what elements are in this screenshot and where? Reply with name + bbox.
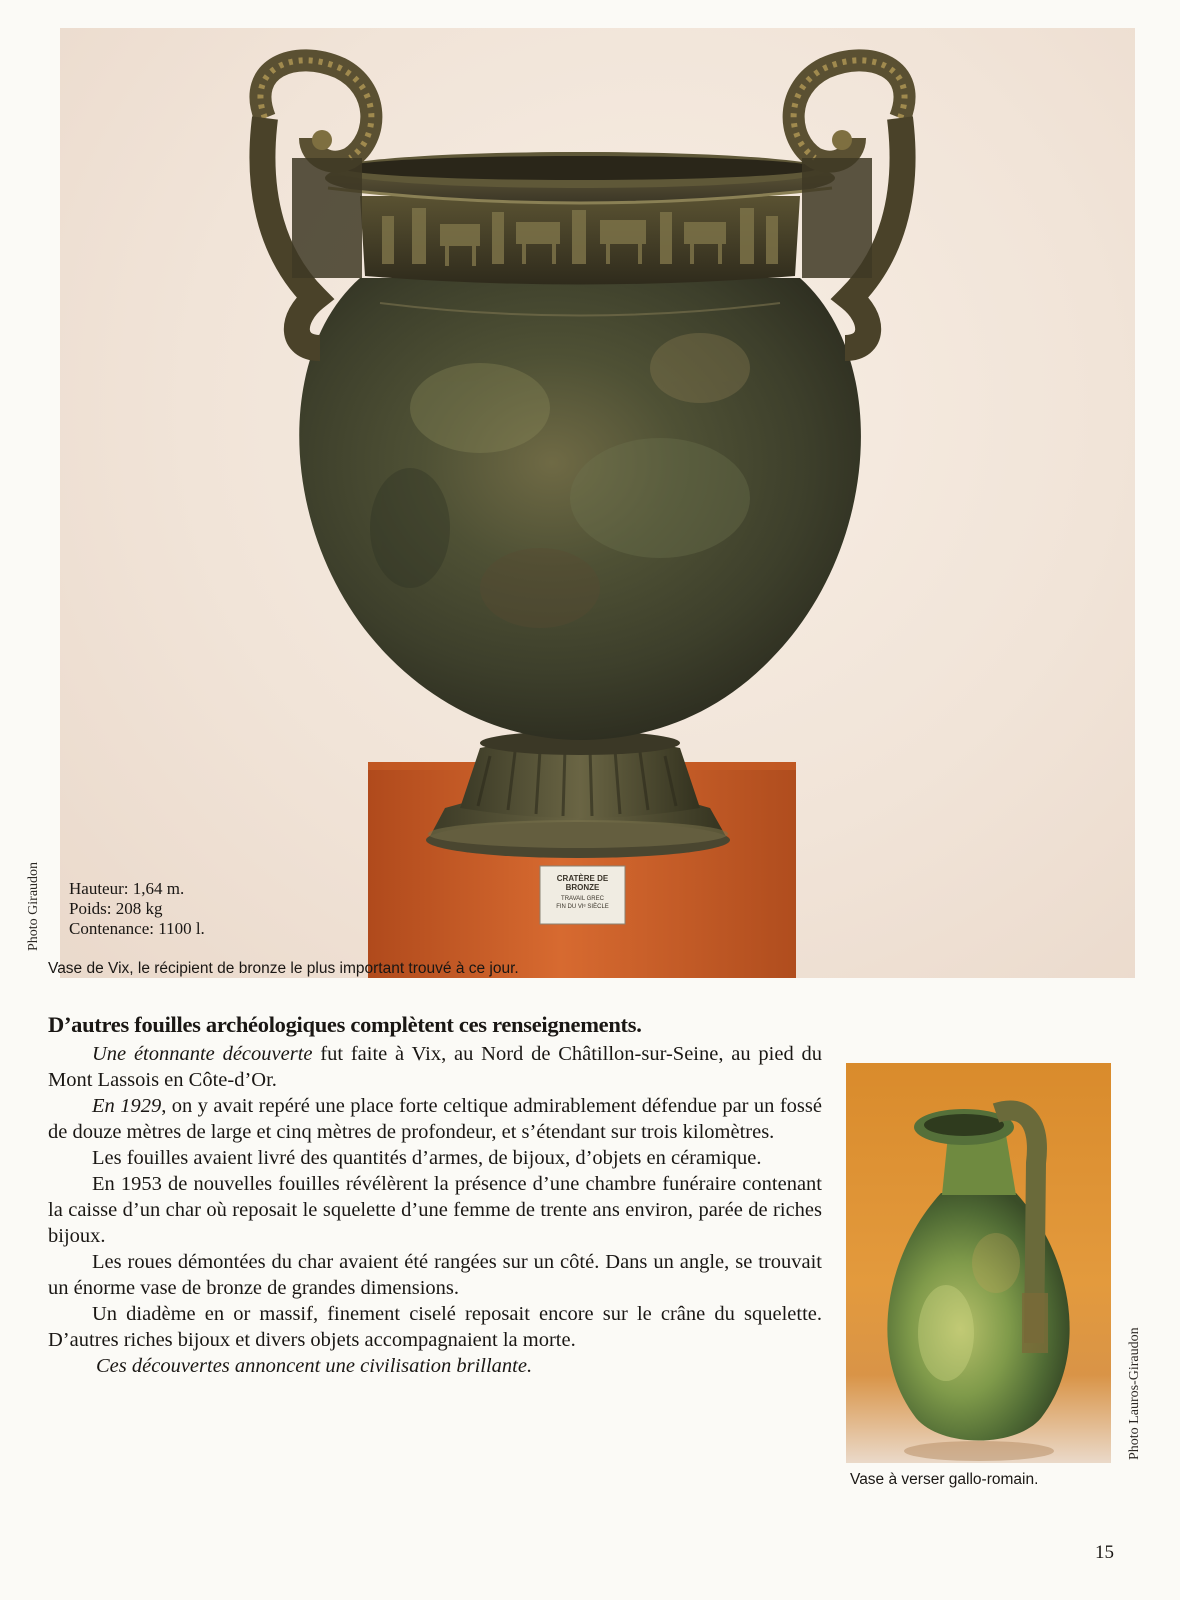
conclusion [48,1353,822,1379]
plaque-title: CRATÈRE DE BRONZE [556,874,609,892]
paragraph-4: En 1953 de nouvelles fouilles révélèrent la présence d’une chambre funéraire contenant la caisse d’un char où reposait le squelette d’une femme de trente ans environ, parée de riches bijoux. [48,1173,822,1247]
section-heading: D’autres fouilles archéologiques complètent ces renseignements. [48,1012,642,1037]
p2-emphasis: En 1929 [92,1095,162,1117]
article-body [48,1041,822,1379]
paragraph-1 [48,1041,822,1093]
p1-emphasis: Une étonnante découverte [92,1043,313,1065]
side-photo-credit: Photo Lauros-Giraudon [1127,1327,1142,1460]
paragraph-2 [48,1093,822,1145]
spec-capacity: Contenance: 1100 l. [69,919,205,938]
krater-specs [69,879,205,939]
conclusion-text: Ces découvertes annoncent une civilisation brillante. [96,1355,533,1377]
pedestal-plaque [540,868,625,924]
spec-weight: Poids: 208 kg [69,899,163,918]
vix-krater-photo [60,28,1135,978]
side-photo-caption: Vase à verser gallo-romain. [850,1471,1039,1488]
main-photo-credit: Photo Giraudon [26,861,41,951]
plaque-line-2: TRAVAIL GREC [561,896,604,902]
paragraph-5: Les roues démontées du char avaient été rangées sur un côté. Dans un angle, se trouvait un énorme vase de bronze de grandes dimensions. [48,1251,822,1299]
pitcher-illustration [846,1063,1111,1463]
spec-height: Hauteur: 1,64 m. [69,879,185,898]
paragraph-3: Les fouilles avaient livré des quantités d’armes, de bijoux, d’objets en céramique. [92,1147,762,1169]
krater-illustration [60,28,1135,978]
paragraph-6: Un diadème en or massif, finement ciselé reposait encore sur le crâne du squelette. D’autres riches bijoux et divers objets accompagnaient la morte. [48,1303,822,1351]
page-number: 15 [1095,1542,1114,1563]
p2-text: , on y avait repéré une place forte celtique admirablement défendue par un fossé de douze mètres de large et cinq mètres de profondeur, et s’étendant sur trois kilomètres. [48,1095,822,1143]
p1-text: fut faite à Vix, au Nord de Châtillon-sur-Seine, au pied du Mont Lassois en Côte-d’Or. [48,1043,822,1091]
plaque-line-3: FIN DU VIᵉ SIÈCLE [556,904,609,910]
gallo-roman-pitcher-photo [846,1063,1111,1463]
main-photo-caption: Vase de Vix, le récipient de bronze le plus important trouvé à ce jour. [48,960,519,977]
